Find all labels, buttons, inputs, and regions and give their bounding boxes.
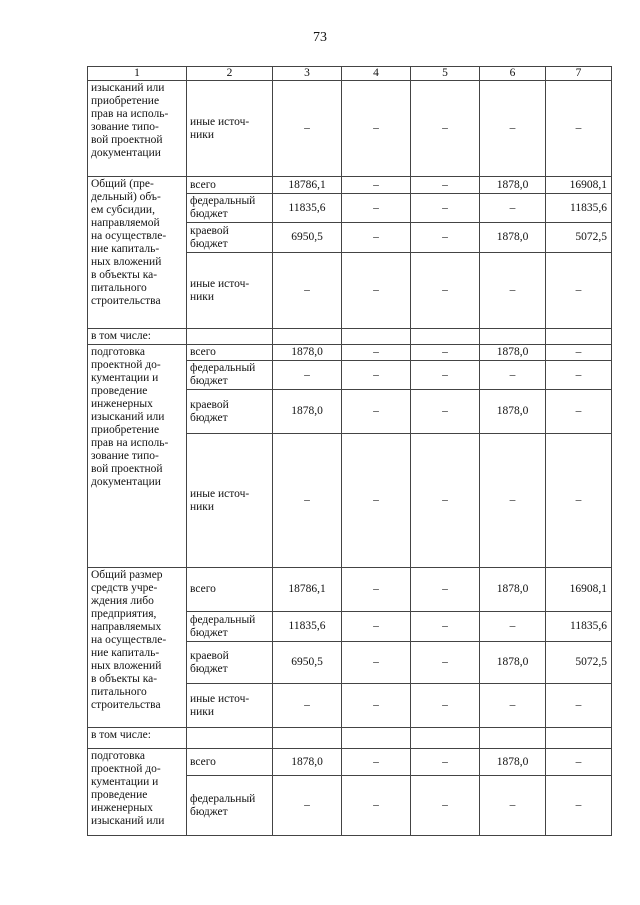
value-cell: – (480, 612, 546, 642)
value-cell (411, 728, 480, 749)
funding-source-cell (187, 728, 273, 749)
value-cell: – (342, 749, 411, 776)
value-cell: – (480, 194, 546, 223)
value-cell: – (342, 568, 411, 612)
value-cell: 6950,5 (273, 223, 342, 253)
value-cell: – (342, 253, 411, 329)
value-cell: – (411, 684, 480, 728)
value-cell: 1878,0 (480, 223, 546, 253)
value-cell (342, 329, 411, 345)
value-cell: 1878,0 (480, 390, 546, 434)
value-cell: – (411, 194, 480, 223)
funding-source-cell: всего (187, 568, 273, 612)
value-cell (411, 329, 480, 345)
value-cell: – (342, 434, 411, 568)
value-cell: – (411, 568, 480, 612)
value-cell: – (411, 390, 480, 434)
value-cell: – (273, 361, 342, 390)
value-cell: – (342, 177, 411, 194)
table-row (88, 345, 612, 361)
column-header: 6 (480, 67, 546, 81)
column-header: 3 (273, 67, 342, 81)
value-cell: – (342, 223, 411, 253)
value-cell (480, 329, 546, 345)
indicator-name-cell: подготовка проектной до- кументации и проведение инженерных изысканий или (88, 749, 187, 836)
value-cell (546, 329, 612, 345)
value-cell (273, 329, 342, 345)
value-cell: – (273, 434, 342, 568)
value-cell: – (342, 612, 411, 642)
column-header: 2 (187, 67, 273, 81)
funding-source-cell: краевой бюджет (187, 642, 273, 684)
column-header: 5 (411, 67, 480, 81)
value-cell: 11835,6 (546, 612, 612, 642)
value-cell: – (546, 390, 612, 434)
value-cell: – (273, 253, 342, 329)
value-cell: – (342, 194, 411, 223)
value-cell: – (342, 345, 411, 361)
table-row (88, 749, 612, 776)
indicator-name-cell: Общий (пре- дельный) объ- ем субсидии, направляемой на осуществле- ние капиталь- ных вложений в объекты ка- питального строительства (88, 177, 187, 329)
table-row (88, 568, 612, 612)
value-cell: – (411, 434, 480, 568)
value-cell: – (480, 434, 546, 568)
value-cell: – (342, 642, 411, 684)
value-cell: – (411, 253, 480, 329)
column-header: 4 (342, 67, 411, 81)
value-cell: 18786,1 (273, 568, 342, 612)
funding-source-cell: всего (187, 345, 273, 361)
budget-table (87, 66, 612, 836)
value-cell: – (411, 749, 480, 776)
funding-source-cell: федеральный бюджет (187, 361, 273, 390)
funding-source-cell (187, 329, 273, 345)
value-cell: 16908,1 (546, 568, 612, 612)
value-cell: 5072,5 (546, 223, 612, 253)
indicator-name-cell: Общий размер средств учре- ждения либо предприятия, направляемых на осуществле- ние капиталь- ных вложений в объекты ка- питального строительства (88, 568, 187, 728)
value-cell (342, 728, 411, 749)
value-cell: 5072,5 (546, 642, 612, 684)
funding-source-cell: всего (187, 749, 273, 776)
value-cell: – (480, 253, 546, 329)
value-cell: 18786,1 (273, 177, 342, 194)
page-number: 73 (313, 30, 327, 45)
value-cell: – (273, 684, 342, 728)
value-cell: 1878,0 (480, 749, 546, 776)
funding-source-cell: краевой бюджет (187, 390, 273, 434)
value-cell: – (480, 684, 546, 728)
value-cell: – (546, 776, 612, 836)
value-cell: 1878,0 (273, 749, 342, 776)
indicator-name-cell: подготовка проектной до- кументации и проведение инженерных изысканий или приобретение прав на исполь- зование типо- вой проектной документации (88, 345, 187, 568)
value-cell: – (273, 776, 342, 836)
value-cell: 1878,0 (273, 390, 342, 434)
value-cell: – (342, 390, 411, 434)
value-cell: – (273, 81, 342, 177)
funding-source-cell: федеральный бюджет (187, 612, 273, 642)
table-row (88, 329, 612, 345)
value-cell: 16908,1 (546, 177, 612, 194)
value-cell: – (546, 684, 612, 728)
funding-source-cell: федеральный бюджет (187, 194, 273, 223)
value-cell: 11835,6 (273, 194, 342, 223)
value-cell: 6950,5 (273, 642, 342, 684)
value-cell: 11835,6 (546, 194, 612, 223)
header-row (88, 67, 612, 81)
value-cell: – (411, 177, 480, 194)
funding-source-cell: краевой бюджет (187, 223, 273, 253)
funding-source-cell: иные источ- ники (187, 253, 273, 329)
value-cell: 1878,0 (273, 345, 342, 361)
table-row (88, 177, 612, 194)
value-cell: – (342, 684, 411, 728)
value-cell (546, 728, 612, 749)
value-cell: – (411, 223, 480, 253)
indicator-name-cell: в том числе: (88, 728, 187, 749)
value-cell: – (411, 612, 480, 642)
value-cell: – (480, 776, 546, 836)
table-row (88, 728, 612, 749)
value-cell: – (411, 361, 480, 390)
value-cell: 1878,0 (480, 345, 546, 361)
value-cell: – (342, 81, 411, 177)
value-cell: – (546, 345, 612, 361)
indicator-name-cell: изысканий или приобретение прав на исполь- зование типо- вой проектной документации (88, 81, 187, 177)
value-cell: – (411, 81, 480, 177)
value-cell: – (342, 776, 411, 836)
value-cell: – (411, 776, 480, 836)
value-cell: – (546, 434, 612, 568)
column-header: 7 (546, 67, 612, 81)
indicator-name-cell: в том числе: (88, 329, 187, 345)
value-cell: – (480, 81, 546, 177)
value-cell: – (546, 81, 612, 177)
value-cell: 1878,0 (480, 177, 546, 194)
value-cell (273, 728, 342, 749)
value-cell: – (342, 361, 411, 390)
value-cell: – (411, 642, 480, 684)
funding-source-cell: всего (187, 177, 273, 194)
value-cell: – (546, 749, 612, 776)
funding-source-cell: федеральный бюджет (187, 776, 273, 836)
value-cell: – (411, 345, 480, 361)
column-header: 1 (88, 67, 187, 81)
value-cell: – (480, 361, 546, 390)
funding-source-cell: иные источ- ники (187, 684, 273, 728)
value-cell: – (546, 253, 612, 329)
table-row (88, 81, 612, 177)
value-cell: 1878,0 (480, 568, 546, 612)
value-cell: 1878,0 (480, 642, 546, 684)
value-cell (480, 728, 546, 749)
value-cell: – (546, 361, 612, 390)
value-cell: 11835,6 (273, 612, 342, 642)
funding-source-cell: иные источ- ники (187, 434, 273, 568)
funding-source-cell: иные источ- ники (187, 81, 273, 177)
